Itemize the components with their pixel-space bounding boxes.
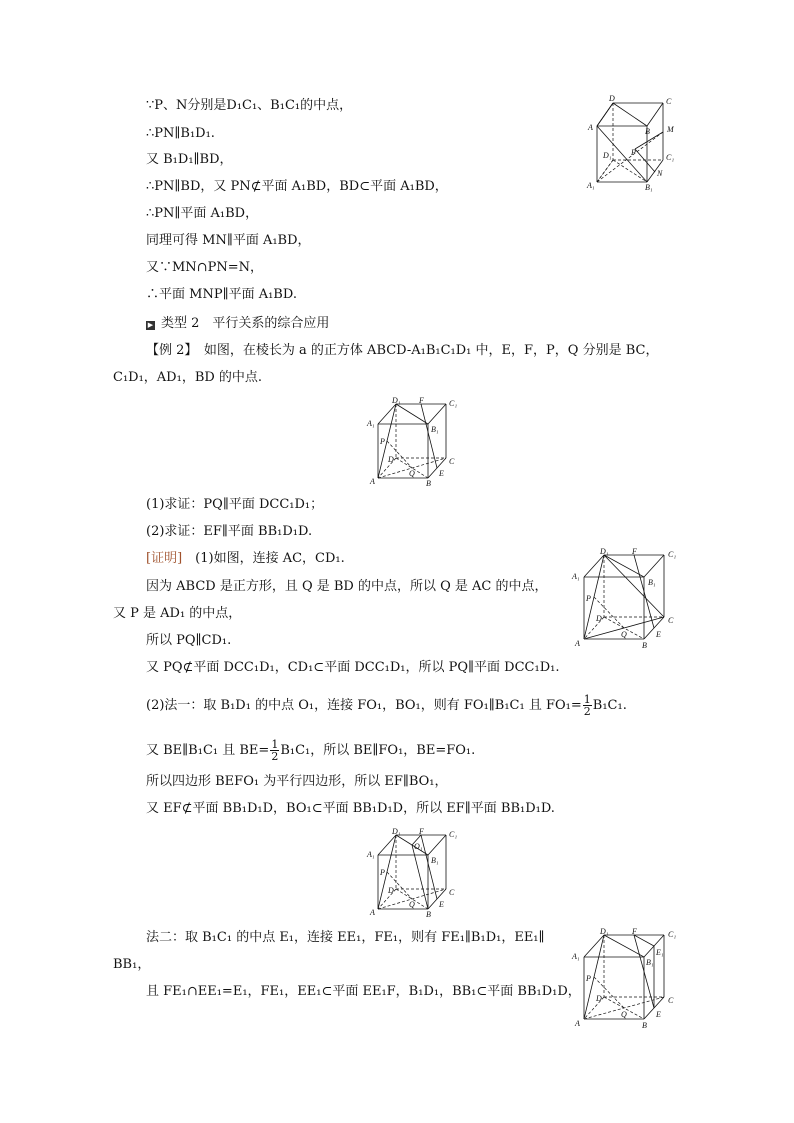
fig2-label-A1: A₁	[367, 419, 375, 428]
fig5-label-E1: E₁	[656, 948, 664, 957]
fig4-label-P: P	[380, 868, 385, 877]
fig5-label-E: E	[656, 1010, 661, 1019]
method-2-line-2: BB₁，	[113, 957, 151, 972]
fig2-label-F: F	[419, 396, 424, 405]
fig4-label-E: E	[439, 900, 444, 909]
proof-line-1: ∵P、N分别是D₁C₁、B₁C₁的中点，	[146, 98, 353, 113]
fig2-label-D1: D₁	[392, 396, 401, 405]
fig4-label-B1: B₁	[431, 856, 439, 865]
fig3-label-E: E	[656, 630, 661, 639]
proof-line-7: 又∵MN∩PN=N，	[146, 260, 263, 275]
method-1-line-1	[146, 694, 627, 717]
fraction-den-1: 2	[583, 705, 591, 718]
fig4-label-A1: A₁	[367, 850, 375, 859]
fig2-label-A: A	[370, 477, 375, 486]
section-heading-label: 类型 2 平行关系的综合应用	[161, 316, 330, 331]
fig1-label-B: B	[645, 127, 650, 136]
question-1: (1)求证：PQ∥平面 DCC₁D₁；	[146, 497, 324, 512]
method-1-line-2	[146, 739, 475, 762]
fig4-label-B: B	[426, 910, 431, 919]
fig3-label-D1: D₁	[600, 547, 609, 556]
fig3-label-A: A	[575, 639, 580, 648]
fig1-label-A: A	[588, 123, 593, 132]
fig5-label-P: P	[586, 974, 591, 983]
fig5-label-A: A	[575, 1019, 580, 1028]
fraction-den-2: 2	[271, 750, 279, 763]
fig2-label-E: E	[439, 469, 444, 478]
method-1-text-a: (2)法一：取 B₁D₁ 的中点 O₁，连接 FO₁，BO₁，则有 FO₁∥B₁C₁ 且 FO₁=	[146, 698, 582, 713]
proof-line-4: ∴PN∥BD，又 PN⊄平面 A₁BD，BD⊂平面 A₁BD，	[146, 179, 448, 194]
method-2-line-1: 法二：取 B₁C₁ 的中点 E₁，连接 EE₁，FE₁，则有 FE₁∥B₁D₁，EE₁∥	[146, 930, 545, 945]
fig3-label-B1: B₁	[648, 578, 656, 587]
fig3-label-Q: Q	[621, 630, 627, 639]
method-1-line-3: 所以四边形 BEFO₁ 为平行四边形，所以 EF∥BO₁，	[146, 774, 448, 789]
proof-step-4: 所以 PQ∥CD₁.	[146, 633, 232, 648]
fig3-label-C: C	[668, 616, 674, 625]
fig2-label-C: C	[449, 457, 455, 466]
method-2-line-3: 且 FE₁∩EE₁=E₁，FE₁，EE₁⊂平面 EE₁F，B₁D₁，BB₁⊂平面 BB₁D₁D，	[146, 984, 581, 999]
fig5-label-C: C	[668, 996, 674, 1005]
proof-line-8: ∴平面 MNP∥平面 A₁BD.	[146, 287, 297, 302]
fig4-label-D1: D₁	[392, 827, 401, 836]
example-2-line-1: 【例 2】 如图，在棱长为 a 的正方体 ABCD-A₁B₁C₁D₁ 中，E，F，P，Q 分别是 BC，	[146, 343, 659, 358]
fig5-label-B: B	[642, 1021, 647, 1030]
fig1-label-D1: D₁	[603, 151, 612, 160]
proof-step-3: 又 P 是 AD₁ 的中点，	[113, 606, 242, 621]
example-2-line-2: C₁D₁，AD₁，BD 的中点.	[113, 370, 263, 385]
proof-step-5: 又 PQ⊄平面 DCC₁D₁，CD₁⊂平面 DCC₁D₁，所以 PQ∥平面 DCC₁D₁.	[146, 660, 560, 675]
fig1-label-A1: A₁	[587, 181, 595, 190]
fig2-label-B: B	[426, 479, 431, 488]
fig1-label-D: D	[609, 94, 615, 103]
cube-figure-4	[364, 827, 464, 919]
fig2-label-Q: Q	[409, 469, 415, 478]
fig4-label-D: D	[388, 886, 394, 895]
fraction-half-1	[583, 694, 592, 717]
play-icon: ▶	[147, 321, 154, 329]
fig2-label-B1: B₁	[431, 425, 439, 434]
fig4-label-O1: O₁	[414, 842, 423, 851]
proof-start	[146, 551, 345, 567]
fig4-label-Q: Q	[409, 900, 415, 909]
method-1-text-b: B₁C₁.	[592, 698, 627, 713]
proof-line-2: ∴PN∥B₁D₁.	[146, 126, 215, 141]
fraction-num-1: 1	[583, 693, 591, 706]
fig4-label-C: C	[449, 888, 455, 897]
fig4-label-C1: C₁	[449, 830, 458, 839]
fig5-label-F: F	[632, 927, 637, 936]
fig5-label-A1: A₁	[572, 952, 580, 961]
fig5-label-B1: B₁	[646, 958, 654, 967]
fig5-label-D: D	[596, 994, 602, 1003]
fig3-label-D: D	[596, 614, 602, 623]
fig1-label-C1: C₁	[666, 153, 675, 162]
fig1-label-B1: B₁	[645, 183, 653, 192]
proof-step-2: 因为 ABCD 是正方形，且 Q 是 BD 的中点，所以 Q 是 AC 的中点，	[146, 579, 548, 594]
fig5-label-D1: D₁	[600, 927, 609, 936]
fig1-label-C: C	[666, 97, 672, 106]
fig3-label-B: B	[642, 641, 647, 650]
cube-figure-2	[364, 396, 464, 488]
fraction-half-2	[270, 739, 279, 762]
proof-line-6: 同理可得 MN∥平面 A₁BD，	[146, 233, 311, 248]
fig3-label-A1: A₁	[572, 572, 580, 581]
cube-figure-5	[570, 925, 682, 1030]
fraction-num-2: 1	[271, 738, 279, 751]
fig5-label-Q: Q	[621, 1010, 627, 1019]
fig3-label-C1: C₁	[668, 550, 677, 559]
method-1-line-4: 又 EF⊄平面 BB₁D₁D，BO₁⊂平面 BB₁D₁D，所以 EF∥平面 BB₁D₁D.	[146, 801, 555, 816]
proof-tag: [证明]	[146, 551, 183, 566]
fig1-label-M: M	[667, 125, 674, 134]
cube-figure-3	[570, 545, 682, 650]
section-heading	[146, 316, 329, 332]
fig4-label-F: F	[419, 827, 424, 836]
fig1-label-P: P	[631, 148, 636, 157]
fig4-label-A: A	[370, 908, 375, 917]
cube-figure-1	[585, 94, 690, 194]
fig5-label-C1: C₁	[668, 930, 677, 939]
fig2-label-C1: C₁	[449, 399, 458, 408]
fig3-label-F: F	[632, 547, 637, 556]
fig2-label-P: P	[380, 437, 385, 446]
proof-step-1: (1)如图，连接 AC，CD₁.	[195, 551, 345, 566]
fig1-label-N: N	[657, 169, 663, 178]
method-1-text-c: 又 BE∥B₁C₁ 且 BE=	[146, 743, 270, 758]
method-1-text-d: B₁C₁，所以 BE∥FO₁，BE=FO₁.	[280, 743, 476, 758]
proof-line-5: ∴PN∥平面 A₁BD，	[146, 206, 259, 221]
proof-line-3: 又 B₁D₁∥BD，	[146, 152, 233, 167]
question-2: (2)求证：EF∥平面 BB₁D₁D.	[146, 524, 313, 539]
fig2-label-D: D	[388, 455, 394, 464]
fig3-label-P: P	[586, 594, 591, 603]
